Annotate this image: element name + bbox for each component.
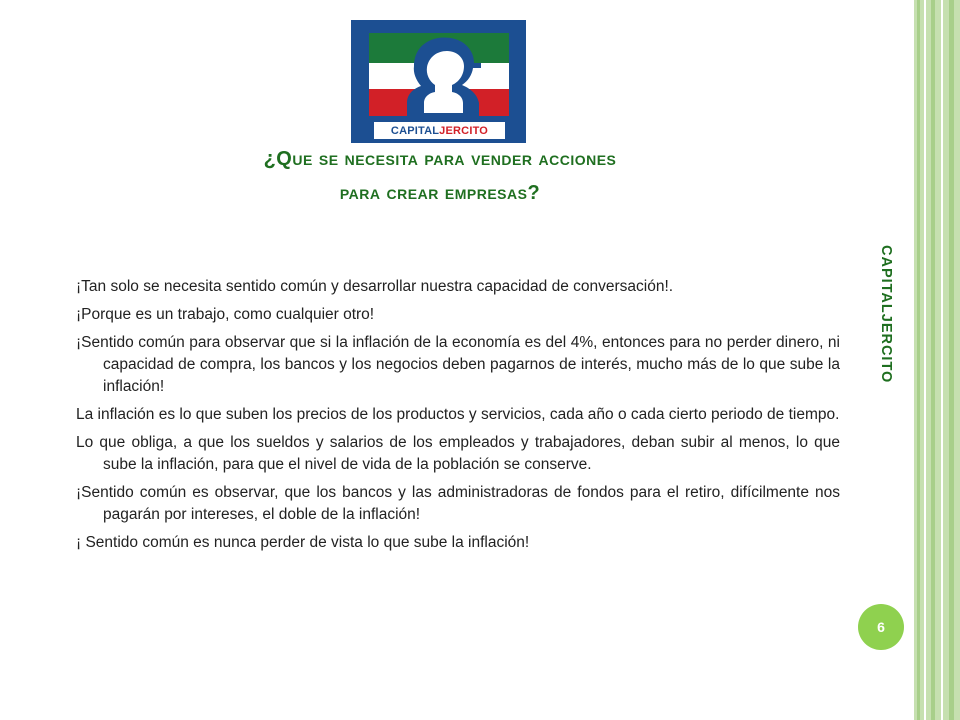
slide-title-line1: ¿Que se necesita para vender acciones [263,148,617,170]
slide-body [76,276,840,560]
band-stripe [941,0,943,720]
paragraph: ¡Tan solo se necesita sentido común y desarrollar nuestra capacidad de conversación!. [76,278,674,295]
band-stripe [924,0,926,720]
page-number-badge: 6 [858,604,904,650]
paragraph: ¡ Sentido común es nunca perder de vista lo que sube la inflación! [76,534,530,551]
paragraph: ¡Sentido común para observar que si la inflación de la economía es del 4%, entonces para no perder dinero, ni capacidad de compra, los bancos y los negocios deben pagarnos de interés, mucho más de lo que sube la inflación! [76,334,840,395]
side-label: CAPITALJERCITO [878,245,894,384]
paragraph: ¡Sentido común es observar, que los bancos y las administradoras de fondos para el retiro, difícilmente nos pagarán por intereses, el doble de la inflación! [76,484,840,523]
band-stripe [949,0,954,720]
side-label-container [872,245,916,445]
logo-text-part2: JERCITO [439,124,489,137]
soldier-silhouette-icon [369,33,509,116]
paragraph: ¡Porque es un trabajo, como cualquier otro! [76,306,375,323]
logo-text [373,121,506,140]
logo-text-part1: CAPITAL [390,124,440,137]
paragraph: La inflación es lo que suben los precios de los productos y servicios, cada año o cada cierto periodo de tiempo. [76,406,840,423]
paragraph: Lo que obliga, a que los sueldos y salarios de los empleados y trabajadores, deban subir al menos, lo que sube la inflación, para que el nivel de vida de la población se conserve. [76,434,840,473]
band-stripe [917,0,920,720]
logo-emblem [351,20,526,143]
band-stripe [931,0,935,720]
slide-title-line2: para crear empresas? [339,182,541,204]
